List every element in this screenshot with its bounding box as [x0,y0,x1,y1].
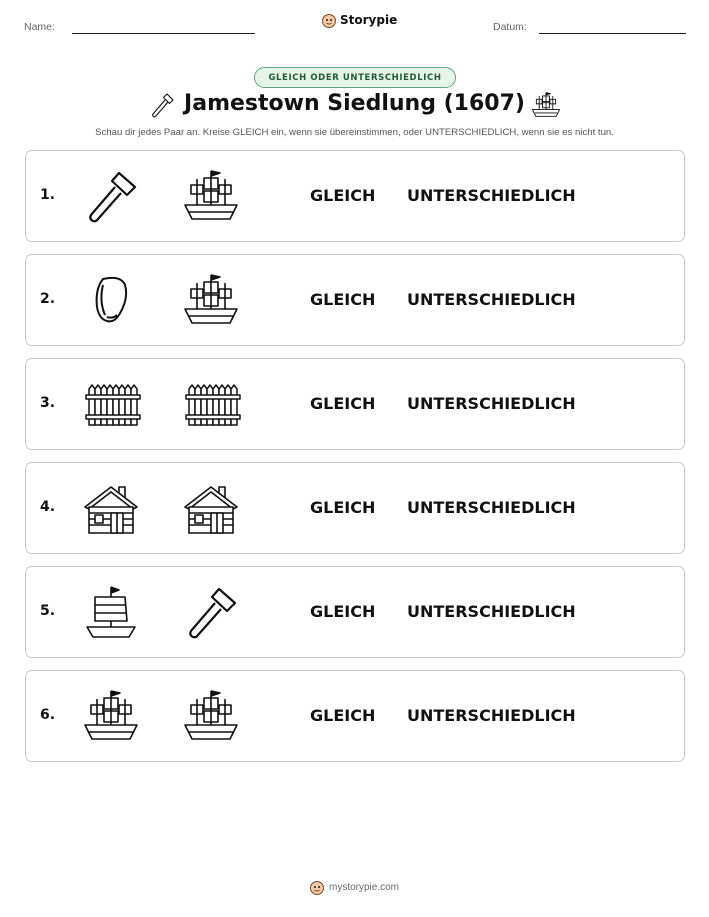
question-number: 1. [40,187,56,203]
option-different[interactable]: UNTERSCHIEDLICH [407,706,576,725]
option-different[interactable]: UNTERSCHIEDLICH [407,290,576,309]
name-field-line[interactable] [72,33,255,34]
option-same[interactable]: GLEICH [310,706,376,725]
ship-icon [181,271,241,331]
option-same[interactable]: GLEICH [310,602,376,621]
small-boat-icon [81,583,141,643]
question-row-1 [25,150,685,242]
question-row-3 [25,358,685,450]
log-cabin-icon [181,479,241,539]
option-different[interactable]: UNTERSCHIEDLICH [407,498,576,517]
name-label: Name: [24,21,55,33]
option-different[interactable]: UNTERSCHIEDLICH [407,602,576,621]
question-number: 4. [40,499,56,515]
option-different[interactable]: UNTERSCHIEDLICH [407,394,576,413]
ship-icon [529,88,563,122]
log-cabin-icon [81,479,141,539]
category-pill: GLEICH ODER UNTERSCHIEDLICH [254,67,456,88]
page-title: Jamestown Siedlung (1607) [184,91,525,116]
storypie-mascot-icon [322,13,336,27]
brand-name: Storypie [340,13,398,27]
question-row-2 [25,254,685,346]
ship-icon [81,687,141,747]
footer [0,880,709,894]
option-same[interactable]: GLEICH [310,290,376,309]
question-row-6 [25,670,685,762]
question-number: 3. [40,395,56,411]
axe-icon [181,583,241,643]
brand [322,13,397,27]
fence-icon [81,375,141,435]
fence-icon [181,375,241,435]
option-different[interactable]: UNTERSCHIEDLICH [407,186,576,205]
option-same[interactable]: GLEICH [310,498,376,517]
question-number: 5. [40,603,56,619]
seed-icon [81,271,141,331]
storypie-mascot-icon [310,880,324,894]
question-row-5 [25,566,685,658]
option-same[interactable]: GLEICH [310,186,376,205]
date-field-line[interactable] [539,33,686,34]
ship-icon [181,687,241,747]
option-same[interactable]: GLEICH [310,394,376,413]
instructions: Schau dir jedes Paar an. Kreise GLEICH ein, wenn sie übereinstimmen, oder UNTERSCHIEDLICH, wenn sie es nicht tun. [95,127,614,138]
date-label: Datum: [493,21,527,33]
question-row-4 [25,462,685,554]
question-number: 6. [40,707,56,723]
axe-icon [81,167,141,227]
footer-url[interactable]: mystorypie.com [328,881,399,893]
ship-icon [181,167,241,227]
question-number: 2. [40,291,56,307]
